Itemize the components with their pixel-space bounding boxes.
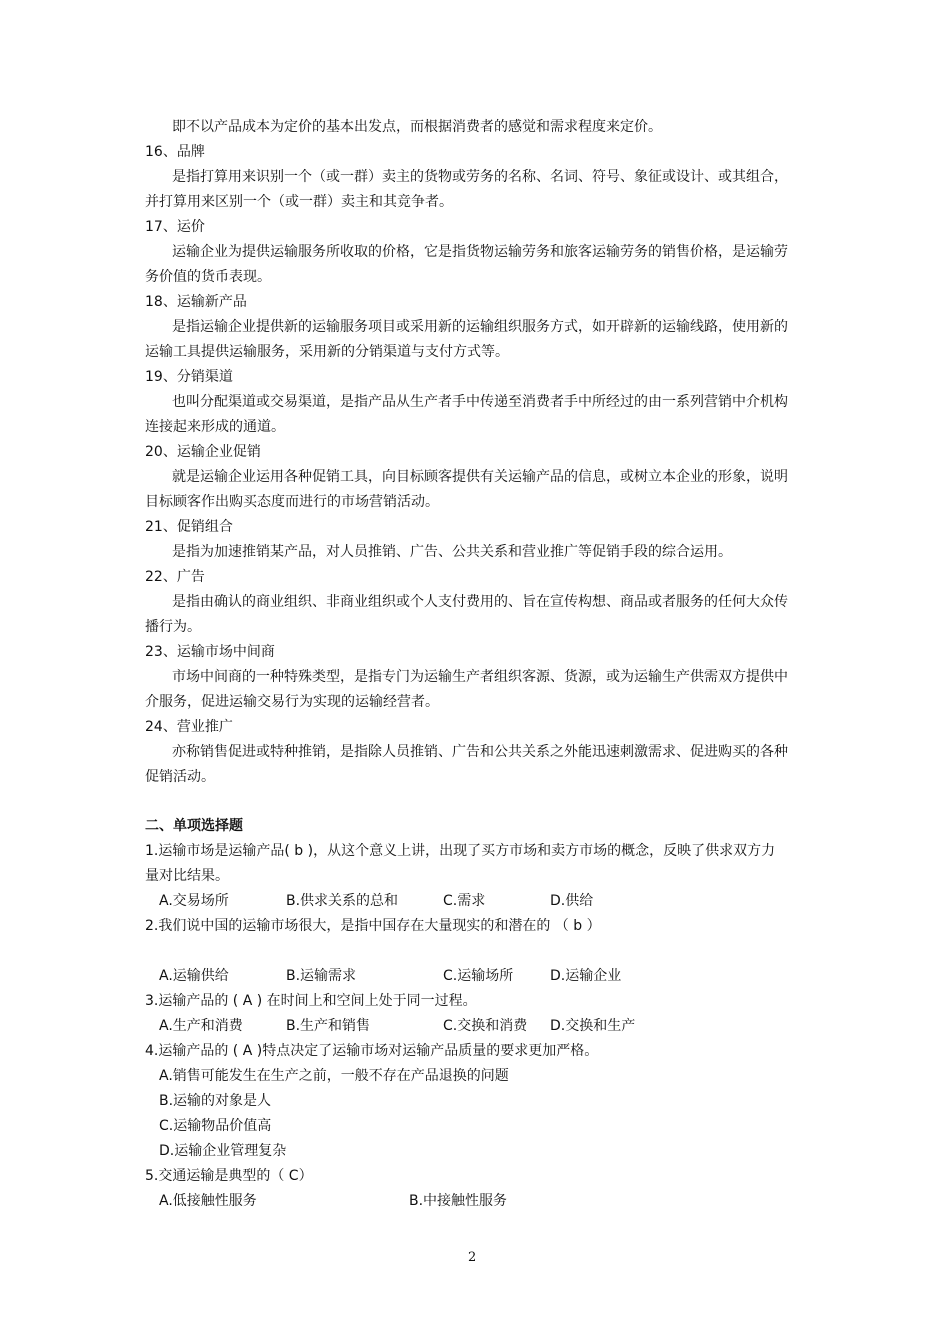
section-heading: 二、单项选择题 xyxy=(145,818,243,834)
term-23-definition-line2: 介服务，促进运输交易行为实现的运输经营者。 xyxy=(145,694,439,710)
question-5: 5.交通运输是典型的（ C） xyxy=(145,1168,313,1184)
question-1-option-c: C.需求 xyxy=(443,893,486,909)
question-3-option-b: B.生产和销售 xyxy=(286,1018,371,1034)
term-20-definition-line1: 就是运输企业运用各种促销工具，向目标顾客提供有关运输产品的信息，或树立本企业的形象，说明 xyxy=(172,469,788,485)
question-3-option-d: D.交换和生产 xyxy=(550,1018,636,1034)
term-18-title: 18、运输新产品 xyxy=(145,294,247,310)
question-3: 3.运输产品的 ( A ) 在时间上和空间上处于同一过程。 xyxy=(145,993,477,1009)
term-22-definition-line1: 是指由确认的商业组织、非商业组织或个人支付费用的、旨在宣传构想、商品或者服务的任何大众传 xyxy=(172,594,788,610)
question-4-option-d: D.运输企业管理复杂 xyxy=(159,1143,287,1159)
term-18-definition-line2: 运输工具提供运输服务，采用新的分销渠道与支付方式等。 xyxy=(145,344,509,360)
term-15-definition: 即不以产品成本为定价的基本出发点，而根据消费者的感觉和需求程度来定价。 xyxy=(172,119,662,135)
question-1-line1: 1.运输市场是运输产品( b )，从这个意义上讲，出现了买方市场和卖方市场的概念，反映了供求双方力 xyxy=(145,843,776,859)
term-17-definition-line1: 运输企业为提供运输服务所收取的价格，它是指货物运输劳务和旅客运输劳务的销售价格，是运输劳 xyxy=(172,244,788,260)
term-23-title: 23、运输市场中间商 xyxy=(145,644,275,660)
question-2-option-a: A.运输供给 xyxy=(159,968,229,984)
term-18-definition-line1: 是指运输企业提供新的运输服务项目或采用新的运输组织服务方式，如开辟新的运输线路，使用新的 xyxy=(172,319,788,335)
question-2-option-b: B.运输需求 xyxy=(286,968,357,984)
term-16-definition-line1: 是指打算用来识别一个（或一群）卖主的货物或劳务的名称、名词、符号、象征或设计、或其组合， xyxy=(172,169,788,185)
question-4-option-a: A.销售可能发生在生产之前，一般不存在产品退换的问题 xyxy=(159,1068,509,1084)
term-22-title: 22、广告 xyxy=(145,569,205,585)
term-21-definition-line1: 是指为加速推销某产品，对人员推销、广告、公共关系和营业推广等促销手段的综合运用。 xyxy=(172,544,732,560)
question-5-option-a: A.低接触性服务 xyxy=(159,1193,257,1209)
question-5-option-b: B.中接触性服务 xyxy=(409,1193,508,1209)
term-17-title: 17、运价 xyxy=(145,219,205,235)
term-22-definition-line2: 播行为。 xyxy=(145,619,201,635)
question-1-option-d: D.供给 xyxy=(550,893,594,909)
term-24-title: 24、营业推广 xyxy=(145,719,233,735)
question-2-option-d: D.运输企业 xyxy=(550,968,622,984)
question-3-option-c: C.交换和消费 xyxy=(443,1018,528,1034)
question-1-option-b: B.供求关系的总和 xyxy=(286,893,399,909)
question-2: 2.我们说中国的运输市场很大，是指中国存在大量现实的和潜在的 （ b ） xyxy=(145,918,601,934)
term-24-definition-line2: 促销活动。 xyxy=(145,769,215,785)
term-20-title: 20、运输企业促销 xyxy=(145,444,261,460)
question-4-option-c: C.运输物品价值高 xyxy=(159,1118,272,1134)
term-17-definition-line2: 务价值的货币表现。 xyxy=(145,269,271,285)
term-23-definition-line1: 市场中间商的一种特殊类型，是指专门为运输生产者组织客源、货源，或为运输生产供需双方提供中 xyxy=(172,669,788,685)
question-2-option-c: C.运输场所 xyxy=(443,968,514,984)
question-1-line2: 量对比结果。 xyxy=(145,868,229,884)
term-16-title: 16、品牌 xyxy=(145,144,205,160)
question-4-option-b: B.运输的对象是人 xyxy=(159,1093,272,1109)
question-1-option-a: A.交易场所 xyxy=(159,893,229,909)
term-19-title: 19、分销渠道 xyxy=(145,369,233,385)
term-16-definition-line2: 并打算用来区别一个（或一群）卖主和其竞争者。 xyxy=(145,194,453,210)
term-19-definition-line1: 也叫分配渠道或交易渠道，是指产品从生产者手中传递至消费者手中所经过的由一系列营销中介机构 xyxy=(172,394,788,410)
term-24-definition-line1: 亦称销售促进或特种推销，是指除人员推销、广告和公共关系之外能迅速刺激需求、促进购买的各种 xyxy=(172,744,788,760)
question-3-option-a: A.生产和消费 xyxy=(159,1018,243,1034)
term-20-definition-line2: 目标顾客作出购买态度而进行的市场营销活动。 xyxy=(145,494,439,510)
page-number: 2 xyxy=(468,1250,477,1265)
term-21-title: 21、促销组合 xyxy=(145,519,233,535)
term-19-definition-line2: 连接起来形成的通道。 xyxy=(145,419,285,435)
question-4: 4.运输产品的 ( A )特点决定了运输市场对运输产品质量的要求更加严格。 xyxy=(145,1043,599,1059)
